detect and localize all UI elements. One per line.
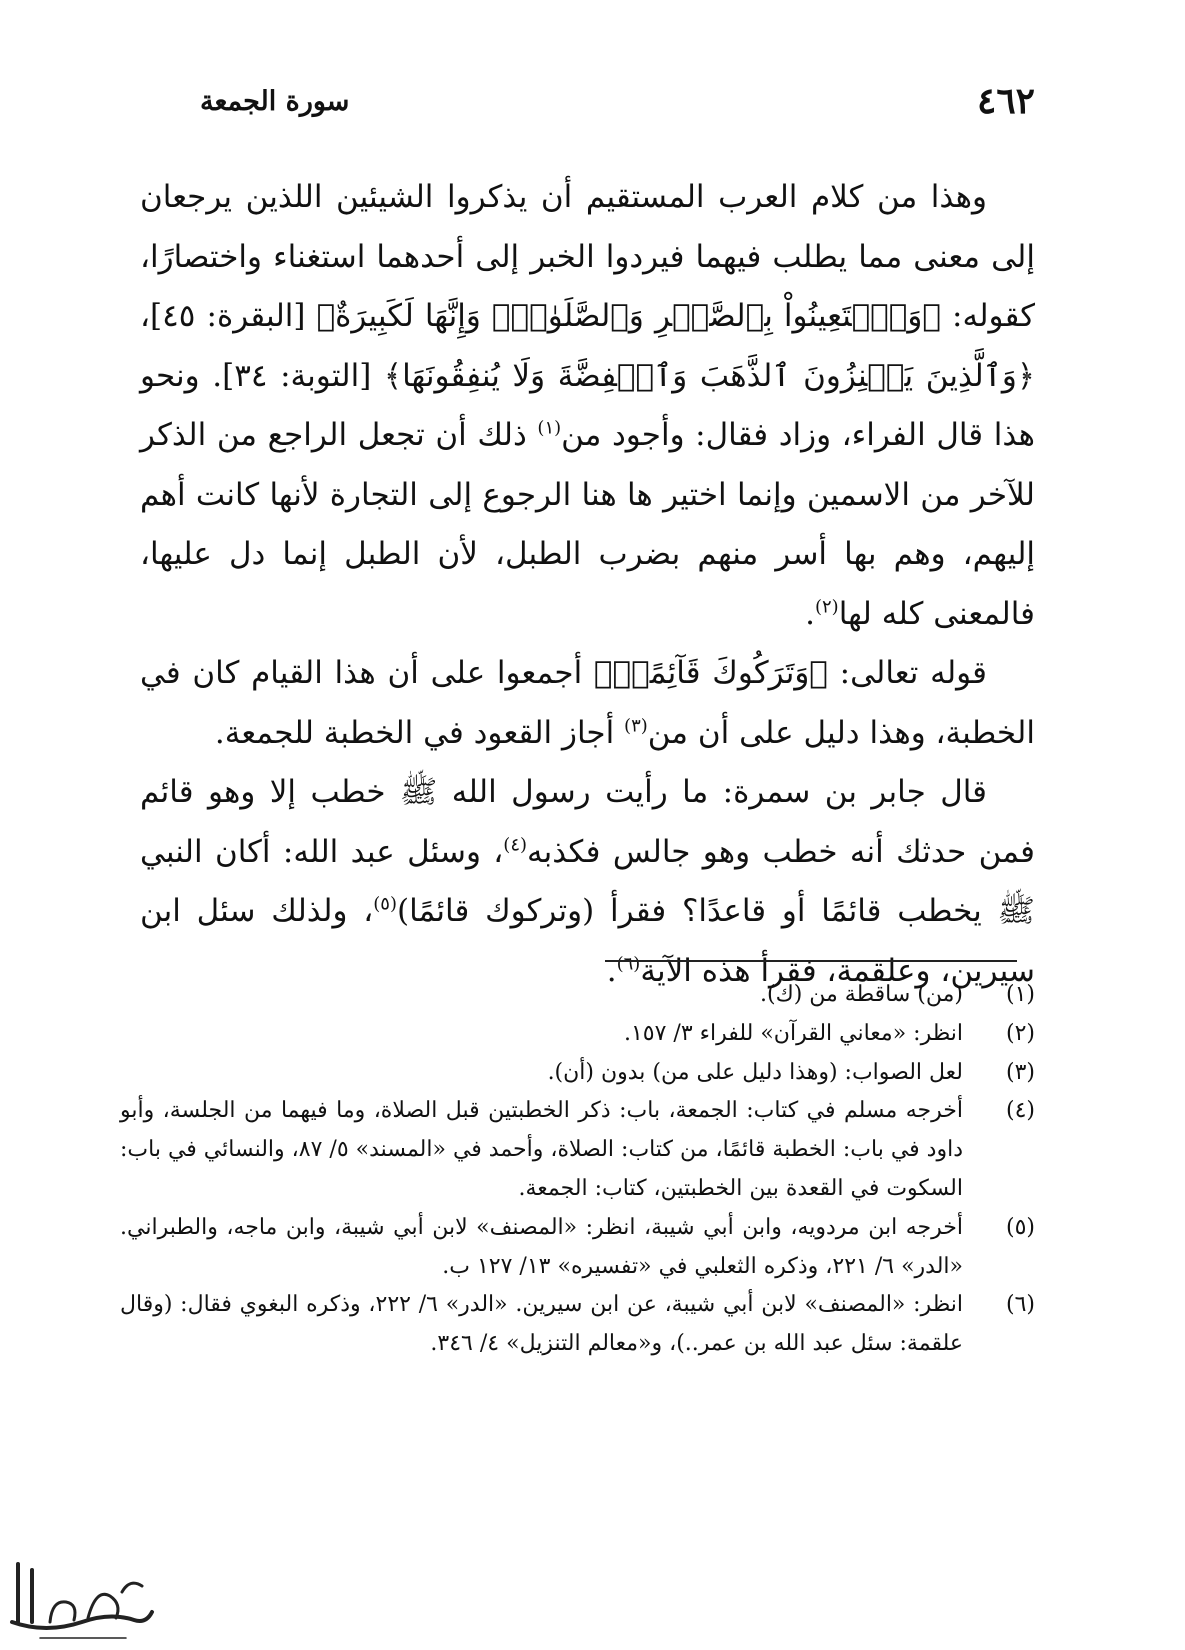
paragraph-3-text-d: . bbox=[606, 952, 617, 989]
footnote-ref-4[interactable]: (٤) bbox=[503, 834, 528, 856]
footnote-ref-2[interactable]: (٢) bbox=[814, 596, 839, 618]
footnote-number: (٢) bbox=[1005, 1020, 1035, 1046]
footnote-number: (٣) bbox=[1005, 1059, 1035, 1085]
paragraph-2-text-b: أجاز القعود في الخطبة للجمعة. bbox=[214, 714, 625, 751]
footnote-ref-5[interactable]: (٥) bbox=[373, 893, 397, 915]
footnote-text: (من) ساقطة من (ك). bbox=[760, 982, 963, 1007]
paragraph-2-text-a: قوله تعالى: ﴿وَتَرَكُوكَ قَآئِمًاۚ﴾ أجمعوا على أن هذا القيام كان في الخطبة، وهذا دليل على أن من bbox=[140, 655, 1035, 751]
paragraph-1 bbox=[140, 168, 1035, 644]
footnote-number: (٦) bbox=[1005, 1292, 1035, 1318]
footnote-item bbox=[120, 1286, 1035, 1364]
footnote-number: (٥) bbox=[1005, 1214, 1035, 1240]
paragraph-1-text-a: وهذا من كلام العرب المستقيم أن يذكروا الشيئين اللذين يرجعان إلى معنى مما يطلب فيهما فيردوا الخبر إلى أحدهما استغناء واختصارًا، كقوله: ﴿وَٱسۡتَعِينُواْ بِٱلصَّبۡرِ وَٱلصَّلَوٰةِۚ وَإِنَّهَا لَكَبِيرَةٌ﴾ [البقرة: ٤٥]، ﴿وَٱلَّذِينَ يَكۡنِزُونَ ٱلذَّهَبَ وَٱلۡفِضَّةَ وَلَا يُنفِقُونَهَا﴾ [التوبة: ٣٤]. ونحو هذا قال الفراء، وزاد فقال: وأجود من bbox=[140, 179, 1035, 453]
seal-stroke bbox=[88, 1594, 118, 1618]
footnote-ref-3[interactable]: (٣) bbox=[624, 715, 648, 737]
paragraph-2 bbox=[140, 644, 1035, 763]
paragraph-3-text-c: ، ولذلك سئل ابن سيرين، وعلقمة، فقرأ هذه الآية bbox=[140, 893, 1035, 989]
footnote-item bbox=[120, 1092, 1035, 1208]
footnote-item bbox=[120, 1209, 1035, 1287]
footnote-text: لعل الصواب: (وهذا دليل على من) بدون (أن). bbox=[547, 1059, 963, 1085]
footnote-text: انظر: «معاني القرآن» للفراء ٣/ ١٥٧. bbox=[623, 1020, 963, 1046]
footnote-text: أخرجه ابن مردويه، وابن أبي شيبة، انظر: «المصنف» لابن أبي شيبة، وابن ماجه، والطبراني. «الدر» ٦/ ٢٢١، وذكره الثعلبي في «تفسيره» ١٣/ ١٢٧ ب. bbox=[120, 1214, 963, 1279]
running-title: سورة الجمعة bbox=[200, 85, 350, 117]
footnote-text: أخرجه مسلم في كتاب: الجمعة، باب: ذكر الخطبتين قبل الصلاة، وما فيهما من الجلسة، وأبو داود في باب: الخطبة قائمًا، من كتاب: الصلاة، وأحمد في «المسند» ٥/ ٨٧، والنسائي في باب: السكوت في القعدة بين الخطبتين، كتاب: الجمعة. bbox=[120, 1098, 964, 1201]
footnote-number: (١) bbox=[1005, 982, 1035, 1007]
paragraph-1-text-c: . bbox=[805, 595, 815, 632]
main-text bbox=[140, 168, 1035, 1001]
footnote-separator bbox=[605, 960, 1017, 962]
seal-stroke bbox=[50, 1602, 75, 1622]
footnote-text: انظر: «المصنف» لابن أبي شيبة، عن ابن سيرين. «الدر» ٦/ ٢٢٢، وذكره البغوي فقال: (وقال علقمة: سئل عبد الله بن عمر..)، و«معالم التنزيل» ٤/ ٣٤٦. bbox=[120, 1292, 963, 1357]
footnote-item bbox=[120, 1015, 1035, 1054]
footnote-item bbox=[120, 976, 1035, 1015]
footnote-ref-6[interactable]: (٦) bbox=[616, 953, 641, 975]
paragraph-3 bbox=[140, 763, 1035, 1001]
page-header bbox=[200, 76, 1035, 126]
publisher-seal-logo bbox=[6, 1552, 156, 1644]
paragraph-3-text-b: ، وسئل عبد الله: أكان النبي ﷺ يخطب قائمًا أو قاعدًا؟ فقرأ (وتركوك قائمًا) bbox=[140, 833, 1035, 929]
footnotes bbox=[120, 976, 1035, 1364]
paragraph-1-text-b: ذلك أن تجعل الراجع من الذكر للآخر من الاسمين وإنما اختير ها هنا الرجوع إلى التجارة لأنها كانت أهم إليهم، وهم بها أسر منهم بضرب الطبل، لأن الطبل إنما دل عليها، فالمعنى كله لها bbox=[140, 417, 1035, 632]
footnote-item bbox=[120, 1054, 1035, 1093]
paragraph-3-text-a: قال جابر بن سمرة: ما رأيت رسول الله ﷺ خطب إلا وهو قائم فمن حدثك أنه خطب وهو جالس فكذبه bbox=[140, 774, 1035, 870]
footnote-number: (٤) bbox=[1005, 1098, 1035, 1124]
page-number: ٤٦٢ bbox=[976, 80, 1035, 122]
footnote-ref-1[interactable]: (١) bbox=[537, 417, 562, 439]
seal-stroke bbox=[122, 1583, 142, 1592]
